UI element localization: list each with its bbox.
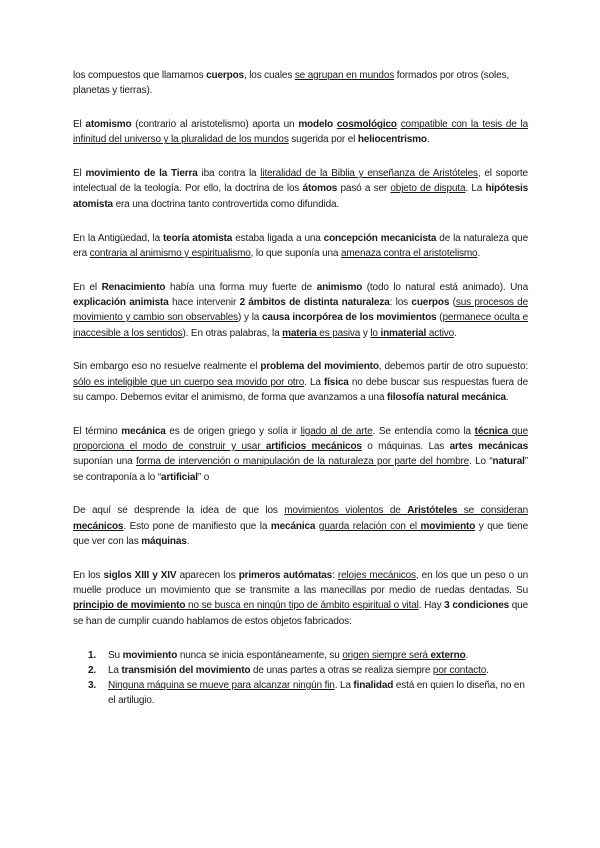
text-run: , los cuales — [243, 70, 295, 81]
text-run: . Hay — [418, 600, 445, 612]
underlined-phrase: se consideran — [457, 505, 528, 517]
underlined-phrase: amenaza contra el aristotelismo — [340, 247, 478, 259]
text-run: aparecen los — [176, 569, 239, 581]
underlined-phrase: es pasiva — [316, 327, 361, 339]
bold-term: inmaterial — [380, 327, 427, 339]
bold-term: hipótesis atomista — [73, 183, 529, 210]
bold-term: transmisión del movimiento — [121, 664, 251, 676]
bold-term: mecánica — [270, 520, 316, 532]
underlined-phrase: ligado al de arte — [300, 425, 373, 437]
underlined-phrase: relojes mecánicos — [337, 569, 416, 581]
text-run: Sin embargo eso no resuelve realmente el — [73, 361, 261, 373]
underlined-phrase: literalidad de la Biblia y enseñanza de Aristóteles — [260, 168, 478, 180]
text-run: , lo que suponía una — [250, 247, 341, 259]
text-run: ” se contraponía a lo “ — [73, 456, 528, 483]
text-run: . — [186, 536, 190, 548]
bold-term: teoría atomista — [162, 232, 233, 244]
bold-term: movimiento — [122, 649, 178, 661]
text-run: El — [73, 119, 86, 131]
bold-term: artificios mecánicos — [265, 441, 362, 453]
text-run: ( — [436, 312, 443, 324]
list-number: 2. — [88, 664, 97, 676]
text-run: no debe buscar sus respuestas fuera de su campo. Debemos evitar el animismo, de forma que avanzamos a una — [73, 376, 528, 403]
conditions-list — [73, 648, 528, 709]
bold-term: materia — [282, 327, 317, 339]
underlined-phrase: sus procesos de movimiento y cambio son observables — [73, 296, 528, 324]
text-run: . — [505, 391, 509, 403]
text-run: . — [454, 327, 457, 339]
bold-term: átomos — [302, 183, 338, 195]
bold-term: heliocentrismo — [357, 134, 427, 146]
underlined-phrase: no se busca en ningún tipo de ámbito espiritual o vital — [185, 600, 419, 612]
text-run: es de origen griego y solía ir — [165, 425, 301, 437]
text-run: El — [73, 168, 86, 180]
text-run: era una doctrina tanto controvertida como difundida. — [112, 198, 340, 210]
underlined-phrase: guarda relación con el — [318, 520, 421, 532]
paragraph-cuerpos — [73, 68, 528, 99]
underlined-phrase: compatible con la tesis de la infinitud del universo y la pluralidad de los mundos — [73, 119, 528, 146]
text-run: nunca se inicia espontáneamente, su — [177, 649, 343, 661]
text-run: formados por otros (soles, planetas y tierras). — [73, 70, 509, 97]
paragraph-movimientos-violentos — [73, 503, 528, 549]
text-run: : — [332, 569, 338, 581]
underlined-phrase: Ninguna máquina se mueve para alcanzar ningún fin — [108, 680, 335, 692]
text-run: . — [426, 134, 430, 146]
text-run: sugerida por el — [288, 134, 358, 146]
bold-term: concepción mecanicista — [323, 232, 437, 244]
bold-term: condiciones — [452, 600, 510, 612]
underlined-phrase: origen siempre será — [342, 649, 431, 661]
text-run: está en quien lo diseña, no en el artilugio. — [108, 680, 525, 707]
text-run: estaba ligada a una — [232, 232, 324, 244]
bold-term: movimiento — [420, 520, 476, 532]
bold-term: mecánicos — [73, 520, 124, 532]
text-run: . Esto pone de manifiesto que la — [123, 520, 271, 532]
list-number: 3. — [88, 680, 97, 692]
text-run: En los — [73, 569, 104, 581]
bold-term: externo — [430, 649, 466, 661]
text-run: suponían una — [73, 456, 136, 468]
list-number: 1. — [88, 649, 97, 661]
bold-term: animismo — [316, 281, 363, 293]
text-run: y que tiene que ver con las — [73, 520, 529, 548]
text-run: ). En otras palabras, la — [182, 327, 283, 339]
paragraph-antiguedad — [73, 231, 528, 262]
list-item — [88, 648, 528, 663]
text-run: o máquinas. Las — [361, 441, 450, 453]
text-run: , el soporte intelectual de la teología. Por ello, la doctrina de los — [73, 168, 528, 195]
underlined-phrase: contraria al animismo y espiritualismo — [89, 247, 251, 259]
text-run: los compuestos que llamamos — [73, 70, 207, 81]
bold-term: 2 ámbitos de distinta naturaleza — [239, 296, 390, 308]
text-run: ) y la — [238, 312, 262, 324]
paragraph-problema-movimiento — [73, 359, 528, 405]
underlined-phrase: permanece oculta e inaccesible a los sentidos — [73, 312, 528, 339]
text-run: ( — [449, 296, 456, 308]
bold-term: técnica — [474, 425, 509, 437]
bold-term: primeros autómatas — [238, 569, 333, 581]
list-item — [88, 678, 528, 709]
bold-term: atomismo — [85, 119, 132, 131]
text-run: , debemos partir de otro supuesto: — [378, 361, 528, 373]
text-run: de la naturaleza que era — [73, 232, 528, 259]
underlined-phrase: lo — [370, 327, 381, 339]
bold-term: filosofía natural mecánica — [387, 391, 506, 403]
bold-term: Renacimiento — [101, 281, 166, 293]
text-run: . La — [304, 376, 324, 388]
bold-term: cuerpos — [206, 70, 244, 81]
text-run: que se han de cumplir cuando hablamos de estos objetos fabricados: — [73, 600, 528, 627]
bold-term: finalidad — [353, 680, 394, 692]
text-run: . — [486, 664, 489, 676]
bold-term: física — [324, 376, 349, 388]
bold-term: siglos XIII y XIV — [103, 569, 177, 581]
bold-term: principio de movimiento — [73, 600, 186, 612]
text-run: . La — [334, 680, 354, 692]
bold-term: problema del movimiento — [260, 361, 379, 373]
bold-term: movimiento de la Tierra — [85, 168, 198, 180]
paragraph-automatas — [73, 568, 528, 629]
text-run: La — [108, 664, 122, 676]
underlined-phrase: objeto de disputa — [390, 183, 466, 195]
list-item — [88, 663, 528, 678]
document-body — [73, 68, 528, 709]
text-run: hace intervenir — [168, 296, 240, 308]
text-run: . — [477, 247, 481, 259]
text-run: En la Antigüedad, la — [73, 232, 163, 244]
paragraph-movimiento-tierra — [73, 166, 528, 212]
text-run: . Lo “ — [469, 456, 493, 468]
paragraph-mecanica — [73, 424, 528, 485]
paragraph-atomismo — [73, 117, 528, 148]
bold-term: artificial — [161, 471, 198, 483]
text-run: . — [465, 649, 469, 661]
bold-term: 3 — [444, 600, 450, 612]
bold-term: explicación animista — [73, 296, 169, 308]
bold-term: artes mecánicas — [449, 441, 528, 453]
bold-term: Aristóteles — [407, 505, 458, 517]
text-run: . Se entendía como la — [372, 425, 475, 437]
text-run: . La — [465, 183, 486, 195]
bold-term: máquinas — [141, 536, 187, 548]
text-run: (todo lo natural está animado). Una — [362, 281, 528, 293]
bold-term: natural — [492, 456, 525, 468]
underlined-phrase: forma de intervención o manipulación de la naturaleza por parte del hombre — [135, 456, 470, 468]
paragraph-renacimiento — [73, 280, 528, 341]
underlined-phrase: por contacto — [432, 664, 487, 676]
text-run: iba contra la — [197, 168, 261, 180]
underlined-phrase: se agrupan en mundos — [294, 70, 395, 81]
bold-term: cosmológico — [336, 119, 397, 131]
text-run: Su — [108, 649, 123, 661]
text-run: En el — [73, 281, 102, 293]
text-run: pasó a ser — [337, 183, 391, 195]
bold-term: causa incorpórea de los movimientos — [262, 312, 437, 324]
text-run: (contrario al aristotelismo) aporta un — [131, 119, 299, 131]
text-run: El término — [73, 425, 122, 437]
bold-term: mecánica — [121, 425, 166, 437]
text-run: ” o — [197, 471, 210, 483]
text-run: , en los que un peso o un muelle produce un movimiento que se transmite a las manecillas por medio de ruedas dentadas. Su — [73, 569, 529, 597]
text-run: había una forma muy fuerte de — [165, 281, 317, 293]
bold-term: cuerpos — [411, 296, 450, 308]
text-run: : los — [389, 296, 412, 308]
underlined-phrase: activo — [426, 327, 455, 339]
bold-term: modelo — [298, 119, 333, 131]
underlined-phrase: que proporciona el modo de construir y usar — [73, 425, 528, 453]
text-run: de unas partes a otras se realiza siempre — [250, 664, 433, 676]
text-run: y — [360, 327, 371, 339]
text-run: De aquí se desprende la idea de que los — [73, 505, 285, 517]
underlined-phrase: sólo es inteligible que un cuerpo sea movido por otro — [73, 376, 305, 388]
underlined-phrase: movimientos violentos de — [284, 505, 408, 517]
